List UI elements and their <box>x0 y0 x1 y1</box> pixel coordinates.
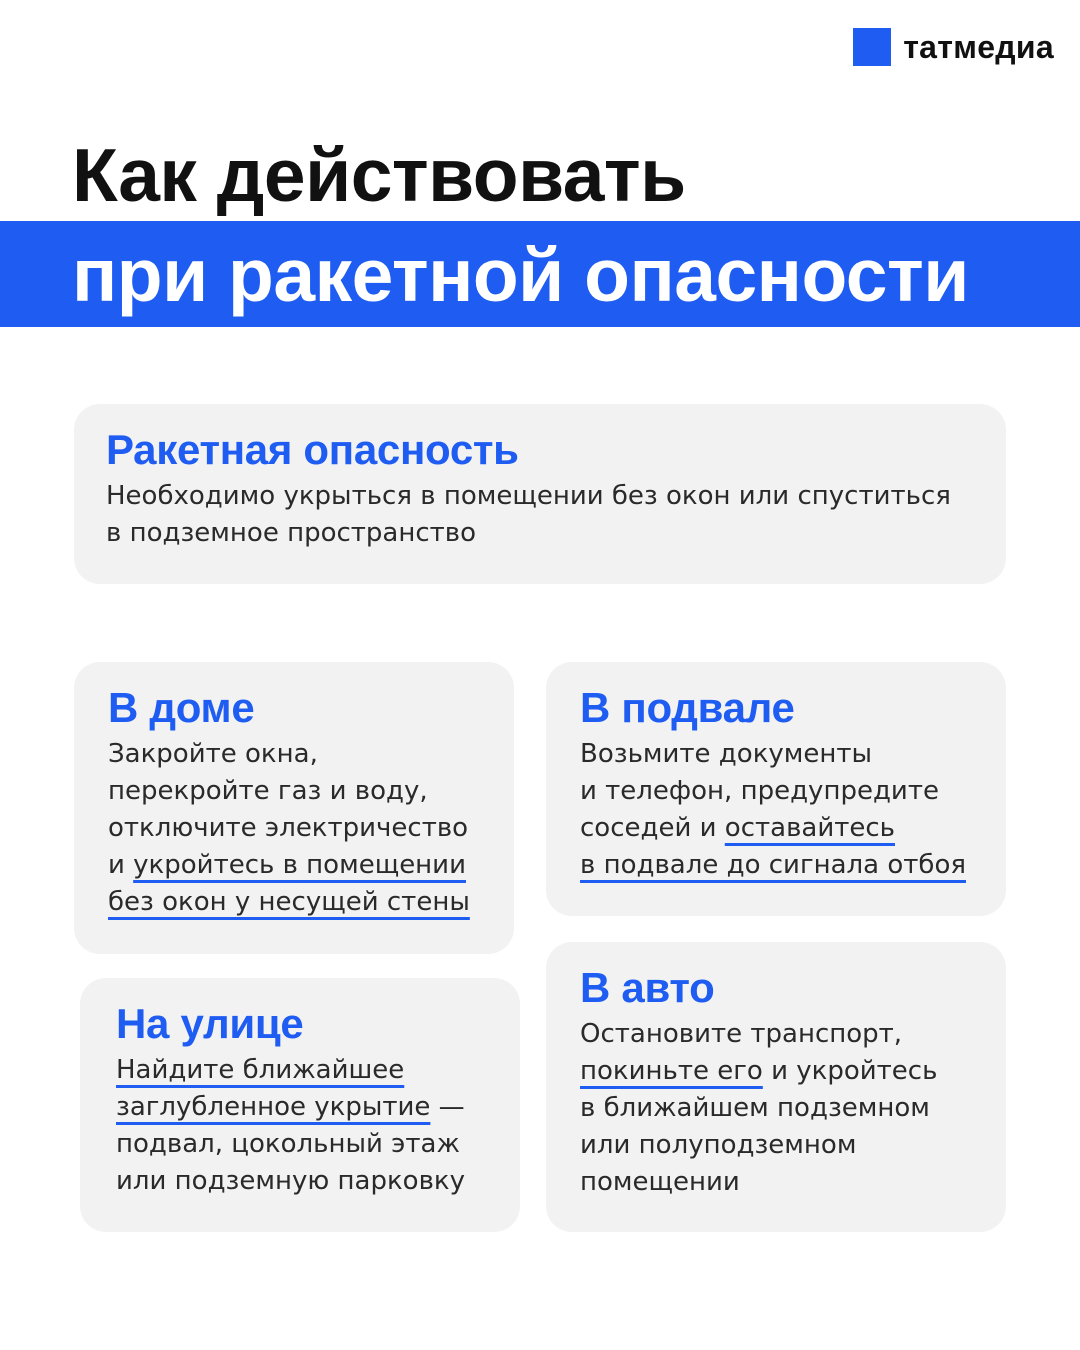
card-text-line: Закройте окна, <box>108 739 318 769</box>
card-text-line: и телефон, предупредите <box>580 776 939 806</box>
card-text-line <box>116 1089 486 1126</box>
page-title-line2: при ракетной опасности <box>72 233 969 317</box>
card-text-line: Возьмите документы <box>580 739 873 769</box>
card-text-line: подвал, цокольный этаж <box>116 1129 460 1159</box>
card-text-line: Остановите транспорт, <box>580 1019 903 1049</box>
card-text-line: Необходимо укрыться в помещении без окон или спуститься <box>106 481 951 511</box>
card-text-line: или подземную парковку <box>116 1166 465 1196</box>
card-text-line: или полуподземном <box>580 1130 857 1160</box>
card-text <box>580 736 972 884</box>
underlined-text: укройтесь в помещении <box>133 850 466 880</box>
card-text-line <box>580 847 972 884</box>
card-text <box>580 1016 972 1201</box>
card-in-car <box>546 942 1006 1232</box>
card-text <box>108 736 480 921</box>
brand-name: татмедиа <box>903 28 1054 65</box>
card-at-home <box>74 662 514 954</box>
page-title-line1: Как действовать <box>72 133 686 217</box>
card-heading: В авто <box>580 964 715 1011</box>
card-text-line: отключите электричество <box>108 813 469 843</box>
card-heading: В подвале <box>580 684 795 731</box>
card-heading: В доме <box>108 684 255 731</box>
card-heading: На улице <box>116 1000 304 1047</box>
card-text-line <box>580 810 972 847</box>
card-heading: Ракетная опасность <box>106 426 519 473</box>
title-band <box>0 221 1080 327</box>
underlined-text: покиньте его <box>580 1056 763 1086</box>
card-text <box>116 1052 486 1200</box>
card-on-street <box>80 978 520 1232</box>
underlined-text: в подвале до сигнала отбоя <box>580 850 966 880</box>
card-missile-danger <box>74 404 1006 584</box>
text-fragment: соседей и <box>580 813 725 843</box>
card-text-line: перекройте газ и воду, <box>108 776 428 806</box>
card-text-line: помещении <box>580 1167 740 1197</box>
text-fragment: и укройтесь <box>762 1056 938 1086</box>
brand-logo <box>853 28 1054 66</box>
card-in-basement <box>546 662 1006 916</box>
underlined-text: без окон у несущей стены <box>108 887 470 917</box>
logo-square-icon <box>853 28 891 66</box>
card-text-line <box>108 884 480 921</box>
card-text-line <box>116 1052 486 1089</box>
card-text-line <box>580 1053 972 1090</box>
card-text <box>106 478 974 552</box>
text-fragment: — <box>430 1092 465 1122</box>
underlined-text: Найдите ближайшее <box>116 1055 405 1085</box>
underlined-text: заглубленное укрытие <box>116 1092 431 1122</box>
card-text-line: в подземное пространство <box>106 518 477 548</box>
card-text-line: в ближайшем подземном <box>580 1093 930 1123</box>
card-text-line <box>108 847 480 884</box>
underlined-text: оставайтесь <box>724 813 895 843</box>
text-fragment: и <box>108 850 134 880</box>
